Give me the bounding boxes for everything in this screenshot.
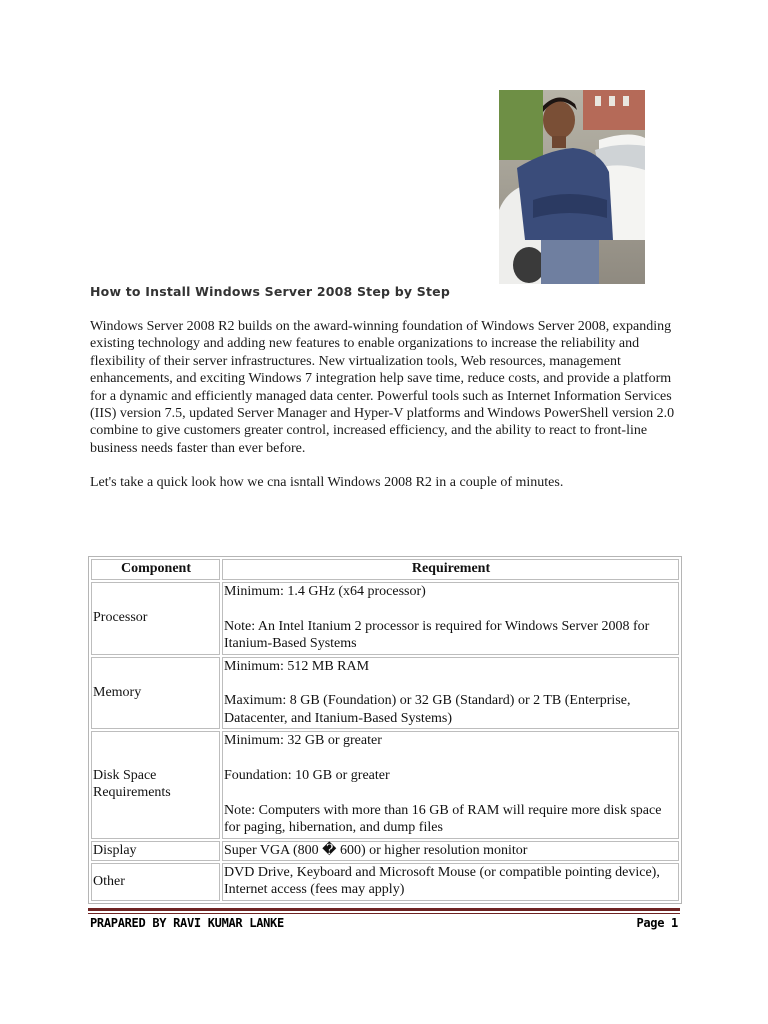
table-header-row <box>91 559 679 580</box>
footer-divider <box>88 908 680 914</box>
requirement-line: DVD Drive, Keyboard and Microsoft Mouse (or compatible pointing device), Internet access (fees may apply) <box>224 865 660 898</box>
requirement-cell <box>222 657 679 730</box>
requirements-table <box>88 556 682 904</box>
table-row <box>91 841 679 861</box>
component-cell: Processor <box>91 582 220 655</box>
table-row <box>91 657 679 730</box>
footer-page-number: Page 1 <box>636 916 678 930</box>
article-heading: How to Install Windows Server 2008 Step by Step <box>90 284 450 299</box>
requirement-cell <box>222 731 679 838</box>
requirement-cell <box>222 582 679 655</box>
component-cell: Display <box>91 841 220 861</box>
component-column-header: Component <box>91 559 220 580</box>
requirement-line: Super VGA (800 � 600) or higher resolution monitor <box>224 842 528 858</box>
component-cell: Memory <box>91 657 220 730</box>
table-row <box>91 731 679 838</box>
requirement-cell <box>222 863 679 901</box>
intro-paragraph: Windows Server 2008 R2 builds on the award-winning foundation of Windows Server 2008, expanding existing technology and adding new features to enable organizations to increase the reliability and flexibility of their server infrastructures. New virtualization tools, Web resources, management enhancements, and exciting Windows 7 integration help save time, reduce costs, and provide a platform for a dynamic and efficiently managed data center. Powerful tools such as Internet Information Services (IIS) version 7.5, updated Server Manager and Hyper-V platforms and Windows PowerShell version 2.0 combine to give customers greater control, increased efficiency, and the ability to react to front-line business needs faster than ever before. <box>90 319 675 456</box>
requirement-line: Maximum: 8 GB (Foundation) or 32 GB (Standard) or 2 TB (Enterprise, Datacenter, and Itanium-Based Systems) <box>224 693 631 726</box>
table-row <box>91 582 679 655</box>
requirement-line: Minimum: 1.4 GHz (x64 processor) <box>224 584 426 599</box>
requirement-line: Minimum: 512 MB RAM <box>224 658 370 674</box>
requirement-line: Note: Computers with more than 16 GB of RAM will require more disk space for paging, hibernation, and dump files <box>224 802 662 836</box>
requirement-line: Note: An Intel Itanium 2 processor is required for Windows Server 2008 for Itanium-Based Systems <box>224 618 650 652</box>
author-photo <box>499 90 645 284</box>
component-cell: Disk Space Requirements <box>91 731 220 838</box>
requirement-column-header: Requirement <box>222 559 679 580</box>
lead-in-paragraph: Let's take a quick look how we cna isntall Windows 2008 R2 in a couple of minutes. <box>90 475 564 490</box>
table-row <box>91 863 679 901</box>
requirement-line: Minimum: 32 GB or greater <box>224 733 382 749</box>
footer-author: PRAPARED BY RAVI KUMAR LANKE <box>90 916 284 930</box>
component-cell: Other <box>91 863 220 901</box>
requirement-line: Foundation: 10 GB or greater <box>224 768 390 784</box>
author-photo-graphic <box>499 90 645 284</box>
requirement-cell <box>222 841 679 861</box>
